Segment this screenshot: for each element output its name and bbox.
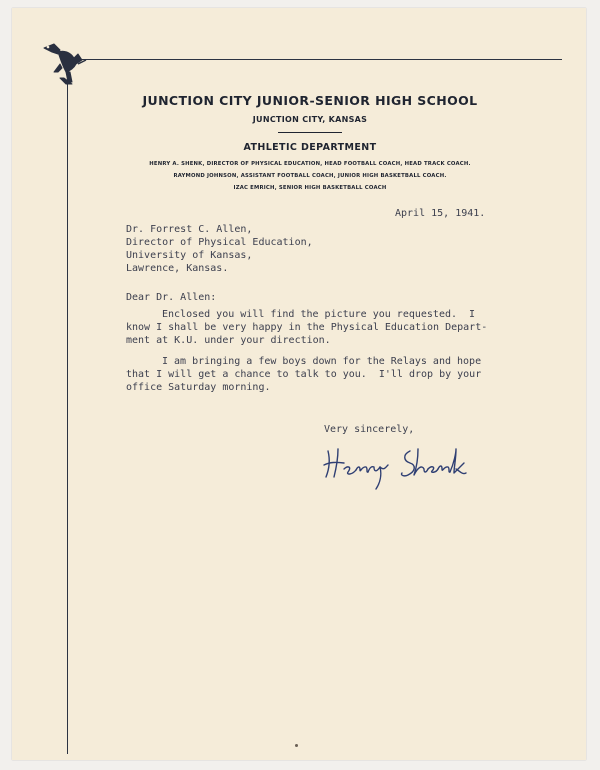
staff-line: IZAC EMRICH, SENIOR HIGH BASKETBALL COACH <box>233 185 387 191</box>
address-line: Director of Physical Education, <box>126 237 313 248</box>
address-line: Dr. Forrest C. Allen, <box>126 224 253 235</box>
body-paragraph-1-line: know I shall be very happy in the Physical Education Depart- <box>126 322 488 333</box>
letterhead-top-rule <box>64 59 562 60</box>
body-paragraph-2-line: that I will get a chance to talk to you. I'll drop by your <box>126 369 482 380</box>
body-paragraph-2-line: office Saturday morning. <box>126 382 271 393</box>
department-name: ATHLETIC DEPARTMENT <box>243 142 377 153</box>
address-line: Lawrence, Kansas. <box>126 263 229 274</box>
address-line: University of Kansas, <box>126 250 253 261</box>
body-paragraph-1-line: Enclosed you will find the picture you requested. I <box>162 309 476 320</box>
school-name: JUNCTION CITY JUNIOR-SENIOR HIGH SCHOOL <box>142 93 478 108</box>
header-divider <box>278 132 342 133</box>
staff-line: HENRY A. SHENK, DIRECTOR OF PHYSICAL EDUCATION, HEAD FOOTBALL COACH, HEAD TRACK COACH. <box>149 161 471 167</box>
paper-mark <box>295 744 298 747</box>
staff-line: RAYMOND JOHNSON, ASSISTANT FOOTBALL COACH, JUNIOR HIGH BASKETBALL COACH. <box>173 173 447 179</box>
salutation: Dear Dr. Allen: <box>126 292 217 303</box>
body-paragraph-2-line: I am bringing a few boys down for the Relays and hope <box>162 356 482 367</box>
letter-date: April 15, 1941. <box>395 208 486 219</box>
body-paragraph-1-line: ment at K.U. under your direction. <box>126 335 331 346</box>
jayhawk-mascot-icon <box>38 38 90 90</box>
handwritten-signature <box>322 445 472 491</box>
closing: Very sincerely, <box>324 424 415 435</box>
letterhead-left-rule <box>67 59 68 754</box>
school-location: JUNCTION CITY, KANSAS <box>252 115 368 124</box>
